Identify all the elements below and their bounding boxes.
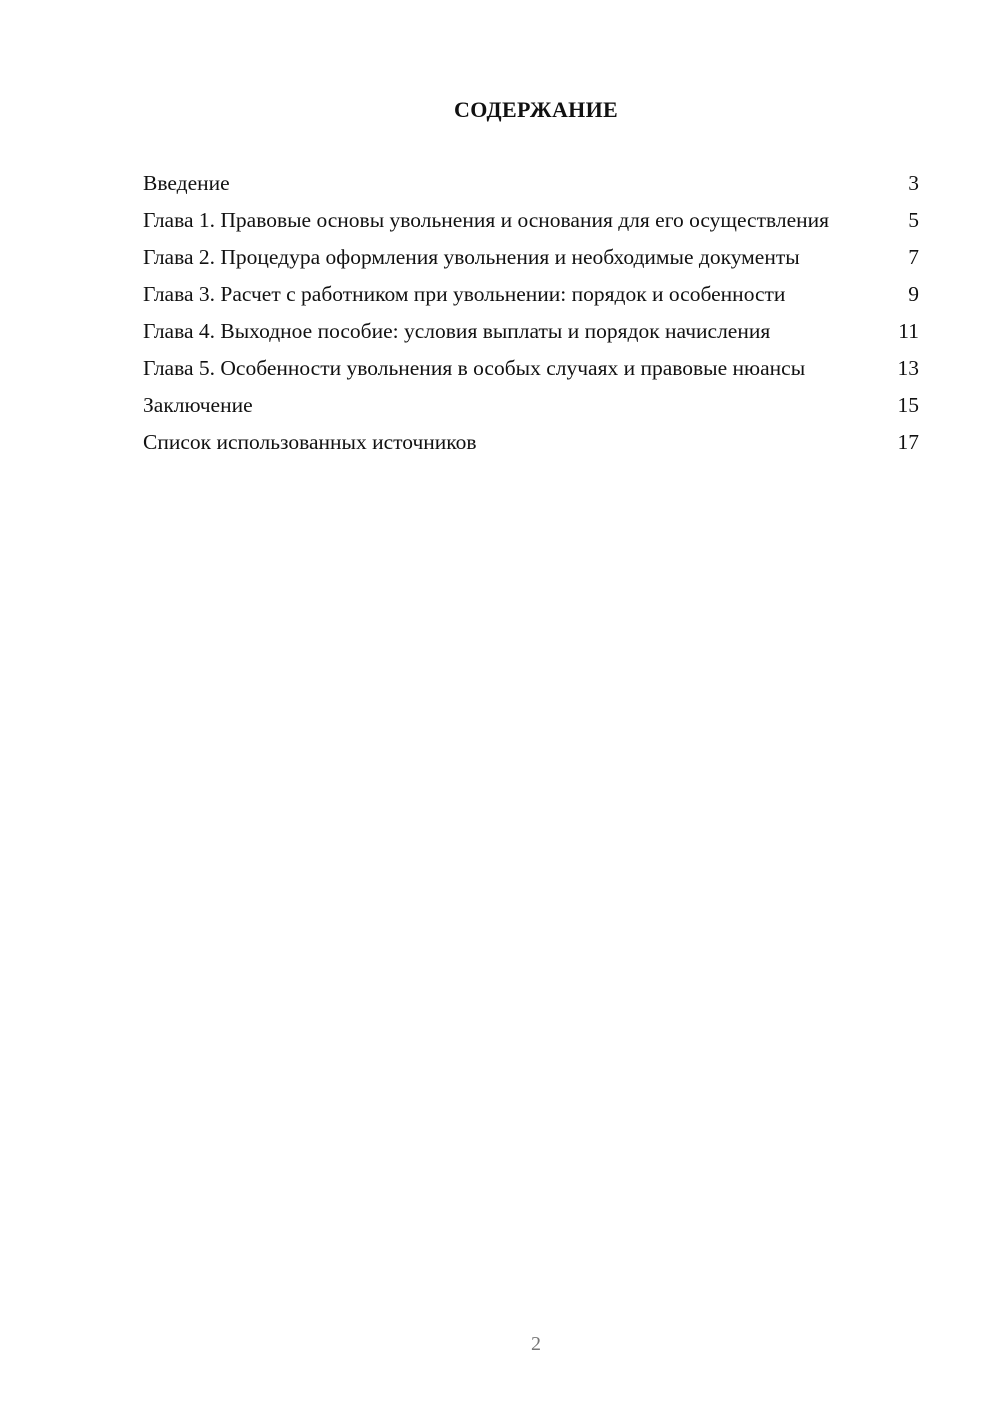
toc-entry-page: 7 <box>908 245 919 269</box>
toc-entry-page: 3 <box>908 171 919 195</box>
toc-entry-page: 13 <box>897 356 919 380</box>
toc-entry-title: Заключение <box>143 393 253 417</box>
toc-entry-chapter-5 <box>143 355 919 382</box>
toc-entry-page: 17 <box>897 430 919 454</box>
toc-entry-title: Список использованных источников <box>143 430 477 454</box>
toc-entry-title: Глава 1. Правовые основы увольнения и основания для его осуществления <box>143 208 830 232</box>
toc-entry-title: Глава 3. Расчет с работником при увольнении: порядок и особенности <box>143 282 786 306</box>
toc-entry-page: 9 <box>908 282 919 306</box>
toc-entry-title: Глава 2. Процедура оформления увольнения и необходимые документы <box>143 245 800 269</box>
toc-entry-title: Глава 4. Выходное пособие: условия выплаты и порядок начисления <box>143 319 771 343</box>
toc-entry-conclusion <box>143 392 919 419</box>
toc-entry-chapter-3 <box>143 281 919 308</box>
toc-entry-title: Глава 5. Особенности увольнения в особых случаях и правовые нюансы <box>143 356 806 380</box>
toc-entry-page: 11 <box>898 319 919 343</box>
toc-entry-chapter-2 <box>143 244 919 271</box>
toc-entry-page: 15 <box>897 393 919 417</box>
page-number: 2 <box>531 1333 541 1355</box>
toc-entry-page: 5 <box>908 208 919 232</box>
toc-entry-chapter-1 <box>143 207 919 234</box>
toc-entry-title: Введение <box>143 171 230 195</box>
table-of-contents <box>143 170 919 466</box>
toc-entry-introduction <box>143 170 919 197</box>
toc-entry-references <box>143 429 919 456</box>
toc-entry-chapter-4 <box>143 318 919 345</box>
page-title: СОДЕРЖАНИЕ <box>454 97 618 122</box>
